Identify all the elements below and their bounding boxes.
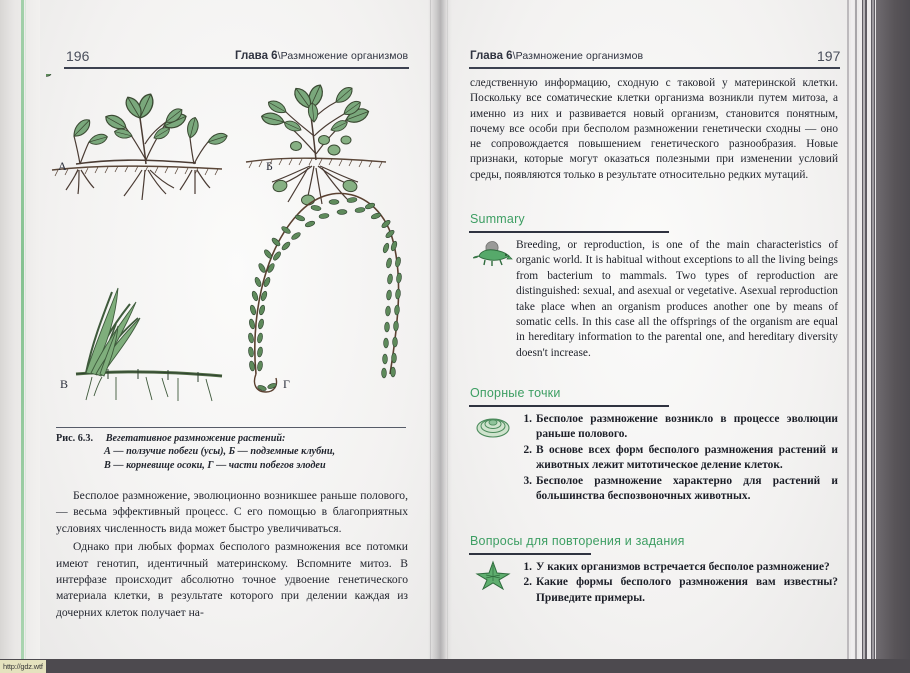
left-page-body (56, 488, 408, 621)
question-item: У каких организмов встречается бесполое размножение? (536, 561, 830, 573)
scan-background-right (876, 0, 910, 673)
running-head-left (235, 50, 408, 62)
left-paragraph-2: Однако при любых формах бесполого размножения все потомки имеют генотип, идентичный материнскому. Вспомните митоз. В интерфазе происходит абсолютно точное удвоение генетического материала клетки, в результате которого при делении каждая из дочерних клеток получает на- (56, 540, 408, 619)
section-title-summary: Summary (470, 212, 525, 226)
scan-bottom-bar (0, 659, 910, 673)
figure-caption-line-2: В — корневище осоки, Г — части побегов элодеи (104, 459, 326, 471)
questions-list (516, 560, 838, 606)
running-head-sep-right: \ (512, 50, 516, 62)
figure-label-a: А (58, 159, 67, 173)
ammonite-shell-icon (474, 412, 514, 442)
key-point-item: В основе всех форм бесполого размножения растений и животных лежит митотическое деление клеток. (536, 443, 838, 472)
starfish-icon (474, 560, 514, 590)
dimetrodon-icon (473, 238, 513, 268)
left-paragraph-1: Бесполое размножение, эволюционно возникшее раньше полового, — весьма эффективный процесс. С его помощью в благоприятных условиях численность вида может быстро увеличиваться. (56, 489, 408, 535)
figure-caption-line-1: А — ползучие побеги (усы), Б — подземные клубни, (104, 446, 336, 458)
folio-right: 197 (817, 48, 841, 64)
questions-list-wrap (516, 560, 838, 606)
question-item: Какие формы бесполого размножения вам известны? Приведите примеры. (536, 576, 838, 604)
folio-left: 196 (66, 48, 90, 64)
key-point-item: Бесполое размножение возникло в процессе эволюции раньше полового. (536, 413, 838, 441)
book-left-edge (0, 0, 40, 673)
key-points-list-wrap (516, 412, 838, 504)
running-head-chapter-right: Глава 6 (470, 50, 513, 62)
section-rule-key-points (469, 405, 669, 407)
section-title-questions: Вопросы для повторения и задания (470, 534, 685, 548)
figure-6-3 (46, 74, 416, 419)
running-head-rule-right (469, 67, 840, 69)
figure-caption (56, 432, 406, 472)
summary-text: Breeding, or reproduction, is one of the main characteristics of organic world. It is habitual without exceptions to all the living beings from bacterium to mammals. Two types of reproduction are distinguished: sexual, and asexual or vegetative. Asexual reproduction take place when an organism produces another one by means of somatic cells. In this case all the offsprings of the organism are equal in hereditary information to the parental one, and hereditary diversity doesn't increase. (516, 239, 838, 359)
running-head-right (470, 50, 643, 62)
running-head-chapter-left: Глава 6 (235, 50, 278, 62)
section-rule-summary (469, 231, 669, 233)
watermark-url: http://gdz.wtf (0, 660, 46, 673)
running-head-title-left: Размножение организмов (280, 50, 409, 62)
figure-caption-rule (56, 427, 406, 428)
running-head-title-right: Размножение организмов (515, 50, 644, 62)
gutter-line-right (447, 0, 448, 673)
running-head-sep-left: \ (277, 50, 281, 62)
right-lead-paragraph: следственную информацию, сходную с таковой у материнской клетки. Поскольку все соматические клетки организма возникли путем митоза, а именно из них и развивается новый организм, становится понятным, почему все особи при бесполом размножении генетически сходны — оно не сопровождается повышением генетического разнообразия. Новые признаки, которые могут оказаться полезными при изменении условий среды, появляются только в результате относительно редких мутаций. (470, 77, 838, 181)
book-gutter (428, 0, 452, 673)
figure-6-3-illustration (46, 74, 416, 419)
section-title-key-points: Опорные точки (470, 386, 561, 400)
binding-stripe-inner (25, 0, 26, 673)
running-head-rule-left (64, 67, 409, 69)
figure-label-g: Г (283, 377, 290, 391)
figure-label-v: В (60, 377, 69, 391)
figure-caption-title: Вегетативное размножение растений: (105, 433, 286, 444)
figure-caption-number: Рис. 6.3. (56, 433, 93, 444)
binding-stripe (21, 0, 24, 673)
gutter-line-left (430, 0, 431, 673)
key-points-list (516, 412, 838, 504)
figure-label-b: Б (266, 159, 273, 173)
section-rule-questions (469, 553, 591, 555)
key-point-item: Бесполое размножение характерно для растений и большинства беспозвоночных животных. (536, 474, 838, 503)
